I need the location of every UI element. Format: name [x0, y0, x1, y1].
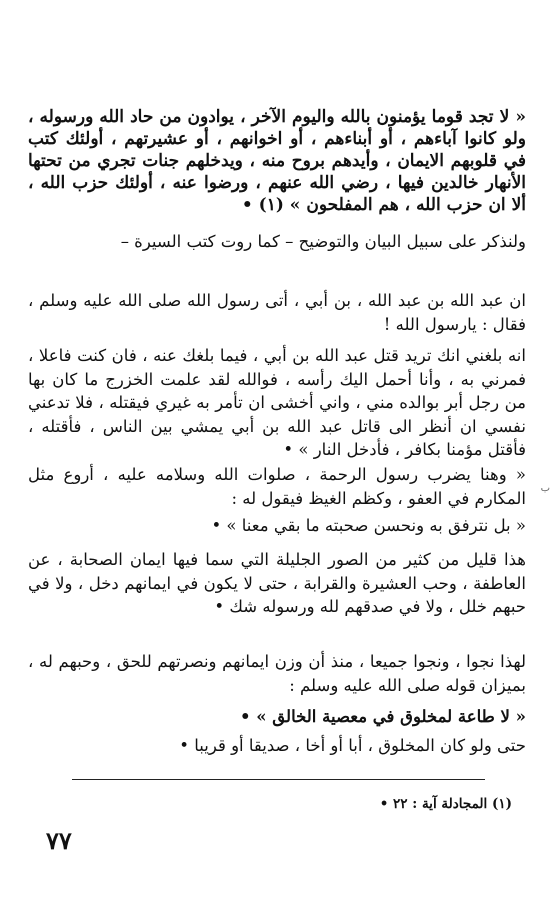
narration-paragraph: ان عبد الله بن عبد الله ، بن أبي ، أتى رسول الله صلى الله عليه وسلم ، فقال : يارسول الله ! [28, 291, 526, 334]
quran-verse-paragraph: « لا تجد قوما يؤمنون بالله واليوم الآخر ، يوادون من حاد الله ورسوله ، ولو كانوا آباءهم ، أو أبناءهم ، أو اخوانهم ، أو عشيرتهم ، أولئك كتب في قلوبهم الايمان ، وأيدهم بروح منه ، ويدخلهم جنات تجري من تحتها الأنهار خالدين فيها ، رضي الله عنهم ، ورضوا عنه ، أولئك حزب الله ، ألا ان حزب الله ، هم المفلحون » (١) • [28, 107, 526, 215]
intro-paragraph: ولنذكر على سبيل البيان والتوضيح – كما روت كتب السيرة – [120, 232, 526, 251]
hadith-quote: « بل نترفق به ونحسن صحبته ما بقي معنا » • [211, 516, 526, 535]
margin-mark: ب [540, 483, 550, 494]
body-paragraph: لهذا نجوا ، ونجوا جميعا ، منذ أن وزن ايمانهم ونصرتهم للحق ، وحبهم له ، بميزان قوله صلى الله عليه وسلم : [28, 652, 526, 695]
hadith-quote: « لا طاعة لمخلوق في معصية الخالق » • [239, 707, 526, 726]
page-number: ٧٧ [46, 826, 72, 855]
closing-paragraph: حتى ولو كان المخلوق ، أبا أو أخا ، صديقا أو قريبا • [179, 736, 526, 755]
body-paragraph: هذا قليل من كثير من الصور الجليلة التي سما فيها ايمان الصحابة ، عن العاطفة ، وحب العشيرة والقرابة ، حتى لا يكون في ايمانهم دخل ، ولا في حبهم خلل ، ولا في صدقهم لله ورسوله شك • [28, 550, 526, 616]
footnote: (١) المجادلة آية : ٢٢ • [379, 796, 512, 812]
quote-paragraph: انه بلغني انك تريد قتل عبد الله بن أبي ، فيما بلغك عنه ، فان كنت فاعلا ، فمرني به ، وأنا أحمل اليك رأسه ، فوالله لقد علمت الخزرج ما كان بها من رجل أبر بوالده مني ، واني أخشى ان تأمر به غيري فيقتله ، فلا تدعني نفسي ان أنظر الى قاتل عبد الله بن أبي يمشي بين الناس ، فأقتله ، فأقتل مؤمنا بكافر ، فأدخل النار » • [28, 346, 526, 459]
footnote-divider [72, 779, 485, 780]
body-paragraph: « وهنا يضرب رسول الرحمة ، صلوات الله وسلامه عليه ، أروع مثل المكارم في العفو ، وكظم الغيظ فيقول له : [28, 465, 526, 508]
